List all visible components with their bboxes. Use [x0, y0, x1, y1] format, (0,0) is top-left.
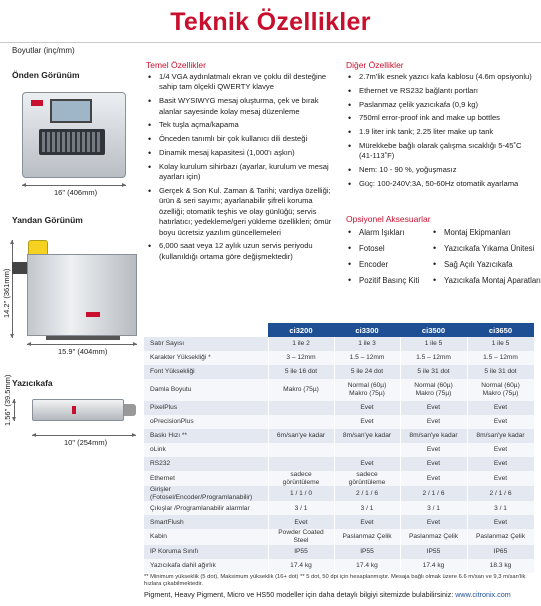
accessory-item: • Yazıcıkafa Yıkama Ünitesi [431, 244, 534, 253]
table-row [144, 501, 534, 515]
table-cell: 3 / 1 [467, 501, 534, 515]
table-header-cell: ci3500 [400, 323, 467, 337]
table-header-cell: ci3300 [334, 323, 400, 337]
table-row [144, 337, 534, 351]
table-cell [268, 401, 334, 415]
list-item: • Mürekkebe bağlı olarak çalışma sıcaklığı 5-45˚C (41-113˚F) [346, 141, 536, 162]
table-cell: Evet [268, 515, 334, 529]
table-row [144, 515, 534, 529]
list-item: • Önceden tanımlı bir çok kullanıcı dili desteği [146, 134, 336, 144]
front-view-label: Önden Görünüm [12, 70, 80, 80]
list-item: • 2.7m'lik esnek yazıcı kafa kablosu (4.6m opsiyonlu) [346, 72, 536, 82]
printhead-mount [12, 262, 28, 274]
table-row-label: Çıkışlar /Programlanabilir alarmlar [144, 501, 268, 515]
table-cell: 18.3 kg [467, 559, 534, 573]
brand-logo-mark [86, 312, 100, 317]
list-item: • Nem: 10 - 90 %, yoğuşmasız [346, 165, 536, 175]
website-link[interactable]: www.citronix.com [455, 590, 511, 599]
table-cell: 3 / 1 [400, 501, 467, 515]
table-cell: Evet [400, 401, 467, 415]
side-depth-text: 15.9" (404mm) [58, 347, 108, 356]
table-cell: 17.4 kg [400, 559, 467, 573]
table-cell: 5 ile 31 dot [467, 365, 534, 379]
table-cell: Paslanmaz Çelik [334, 529, 400, 544]
table-row-label: Font Yüksekliği [144, 365, 268, 379]
printer-keyboard [39, 129, 105, 155]
table-row-label: oLink [144, 443, 268, 457]
table-cell: Evet [334, 457, 400, 471]
table-cell: sadece görüntüleme [268, 471, 334, 486]
table-row-label: Yazıcıkafa dahil ağırlık [144, 559, 268, 573]
table-row-label: Kabin [144, 529, 268, 544]
table-row-label: IP Koruma Sınıfı [144, 545, 268, 559]
list-item: • Gerçek & Son Kul. Zaman & Tarihi; vardiya özelliği; ürün & seri sayımı; ayarlanabilir şifreli koruma özelliği; otomatik teşhis ve olay günlüğü; servis hatırlatıcı; yedekleme/geri yükleme özellikleri; ömür boyu ücretsiz yazılım güncellemeleri [146, 186, 336, 238]
table-cell: Evet [467, 443, 534, 457]
table-cell: 17.4 kg [334, 559, 400, 573]
table-cell: Evet [467, 471, 534, 486]
accessories-heading: Opsiyonel Aksesuarlar [346, 214, 431, 224]
table-row [144, 471, 534, 486]
table-row [144, 365, 534, 379]
page-footer [144, 590, 536, 599]
table-header-cell: ci3650 [467, 323, 534, 337]
list-item: • Ethernet ve RS232 bağlantı portları [346, 86, 536, 96]
table-row [144, 545, 534, 559]
table-cell: Paslanmaz Çelik [400, 529, 467, 544]
table-cell: IP55 [268, 545, 334, 559]
table-cell: 2 / 1 / 6 [334, 486, 400, 501]
table-row-label: PixelPlus [144, 401, 268, 415]
table-cell: Evet [467, 415, 534, 429]
list-item: • Basit WYSIWYG mesaj oluşturma, çek ve bırak alanlar sayesinde kolay mesaj düzenleme [146, 96, 336, 117]
table-cell: Evet [400, 443, 467, 457]
table-cell: 8m/san'ye kadar [334, 429, 400, 443]
table-cell: 3 / 1 [268, 501, 334, 515]
table-header-cell: ci3200 [268, 323, 334, 337]
table-cell: 2 / 1 / 6 [400, 486, 467, 501]
head-height-text: 1.56" (39.5mm) [3, 374, 12, 426]
table-cell: Evet [334, 415, 400, 429]
table-row-label: RS232 [144, 457, 268, 471]
accessory-item: • Pozitif Basınç Kiti [346, 276, 419, 285]
list-item: • 1/4 VGA aydınlatmalı ekran ve çoklu dil desteğine sahip tam ölçekli QWERTY klavye [146, 72, 336, 93]
table-row-label: Ethernet [144, 471, 268, 486]
table-cell: 2 / 1 / 6 [467, 486, 534, 501]
table-cell: IP65 [467, 545, 534, 559]
table-cell: Evet [467, 457, 534, 471]
list-item: • 6,000 saat veya 12 aylık uzun servis periyodu (kullanıldığı ortama göre değişmektedir) [146, 241, 336, 262]
table-row-label: Girişler (Fotosel/Encoder/Programlanabilir) [144, 486, 268, 501]
basic-features-list [146, 72, 336, 266]
printer-screen [50, 99, 92, 123]
table-cell: Evet [400, 457, 467, 471]
footer-text: Pigment, Heavy Pigment, Micro ve HS50 modeller için daha detaylı bilgiyi sitemizde bulabilirsiniz: [144, 590, 454, 599]
printer-base [46, 336, 120, 340]
table-cell: 8m/san'ye kadar [467, 429, 534, 443]
table-cell: 1 ile 5 [400, 337, 467, 351]
accessory-item: • Yazıcıkafa Montaj Aparatları [431, 276, 541, 285]
table-cell: IP55 [400, 545, 467, 559]
accessory-item: • Sağ Açılı Yazıcıkafa [431, 260, 513, 269]
table-row [144, 415, 534, 429]
table-cell: IP55 [334, 545, 400, 559]
table-cell: 1 / 1 / 0 [268, 486, 334, 501]
table-cell: 1 ile 2 [268, 337, 334, 351]
table-cell: 5 ile 31 dot [400, 365, 467, 379]
table-cell: Evet [467, 401, 534, 415]
table-cell: 17.4 kg [268, 559, 334, 573]
side-depth-dimension [27, 344, 137, 345]
table-cell: 8m/san'ye kadar [400, 429, 467, 443]
table-cell: Makro (75µ) [268, 379, 334, 401]
table-cell: 1.5 – 12mm [467, 351, 534, 365]
printer-side-image [27, 254, 137, 336]
table-cell: 1 ile 3 [334, 337, 400, 351]
table-cell: Evet [400, 471, 467, 486]
table-cell: Normal (60µ) Makro (75µ) [400, 379, 467, 401]
table-cell: Evet [400, 515, 467, 529]
table-row-label: Karakter Yüksekliği * [144, 351, 268, 365]
table-cell: 1.5 – 12mm [400, 351, 467, 365]
table-cell: Evet [334, 515, 400, 529]
list-item: • Güç: 100-240V:3A, 50-60Hz otomatik ayarlama [346, 179, 536, 189]
table-cell: 1.5 – 12mm [334, 351, 400, 365]
printhead-view-label: Yazıcıkafa [12, 378, 53, 388]
side-view-label: Yandan Görünüm [12, 215, 83, 225]
list-item: • 750ml error-proof ink and make up bottles [346, 113, 536, 123]
list-item: • Kolay kurulum sihirbazı (ayarlar, kurulum ve mesaj ayarları için) [146, 162, 336, 183]
table-row [144, 351, 534, 365]
table-cell: Evet [334, 401, 400, 415]
accessory-item: • Fotosel [346, 244, 385, 253]
table-row [144, 529, 534, 544]
table-cell: 3 – 12mm [268, 351, 334, 365]
spec-table [144, 323, 535, 573]
other-features-heading: Diğer Özellikler [346, 60, 404, 70]
table-row [144, 486, 534, 501]
list-item: • Paslanmaz çelik yazıcıkafa (0,9 kg) [346, 100, 536, 110]
table-body [144, 337, 534, 573]
table-cell [268, 443, 334, 457]
side-height-text: 14.2" (361mm) [2, 268, 11, 318]
front-width-dimension [22, 185, 126, 186]
table-cell: Normal (60µ) Makro (75µ) [334, 379, 400, 401]
table-cell [268, 457, 334, 471]
table-row [144, 379, 534, 401]
brand-logo-mark [31, 100, 43, 106]
table-row [144, 559, 534, 573]
front-width-text: 16" (406mm) [54, 188, 98, 197]
head-height-dimension [14, 399, 15, 421]
printer-front-image [22, 92, 126, 178]
basic-features-heading: Temel Özellikler [146, 60, 206, 70]
table-row [144, 401, 534, 415]
printhead-image [32, 399, 124, 421]
table-cell: Paslanmaz Çelik [467, 529, 534, 544]
table-row [144, 457, 534, 471]
table-row-label: Damla Boyutu [144, 379, 268, 401]
table-cell: sadece görüntüleme [334, 471, 400, 486]
table-row-label: Baskı Hızı ** [144, 429, 268, 443]
dimensions-label: Boyutlar (inç/mm) [12, 46, 75, 55]
table-cell [268, 415, 334, 429]
accessory-item: • Alarm Işıkları [346, 228, 405, 237]
table-cell: Powder Coated Steel [268, 529, 334, 544]
page-title: Teknik Özellikler [170, 8, 371, 36]
title-divider [0, 42, 541, 43]
table-header-blank [144, 323, 268, 337]
table-cell: 5 ile 24 dot [334, 365, 400, 379]
accessory-item: • Encoder [346, 260, 388, 269]
list-item: • 1.9 liter ink tank; 2.25 liter make up tank [346, 127, 536, 137]
table-cell: 3 / 1 [334, 501, 400, 515]
accessory-item: • Montaj Ekipmanları [431, 228, 511, 237]
table-cell: Evet [400, 415, 467, 429]
other-features-list [346, 72, 536, 193]
side-height-dimension [12, 240, 13, 338]
table-row-label: oPrecisionPlus [144, 415, 268, 429]
table-cell: 6m/san'ye kadar [268, 429, 334, 443]
table-cell [334, 443, 400, 457]
list-item: • Tek tuşla açma/kapama [146, 120, 336, 130]
table-row [144, 443, 534, 457]
table-row [144, 429, 534, 443]
head-length-text: 10" (254mm) [64, 438, 108, 447]
table-cell: Evet [467, 515, 534, 529]
table-footnote: ** Minimum yükseklik (5 dot), Maksimum yükseklik (16+ dot) ** 5 dot, 50 dpi için hesaplanmıştır. Mesaja bağlı olmak üzere 6.6 m/san ve 9,3 m/san'lik hızlara çıkabilmektedir. [144, 574, 526, 587]
printhead-marker [72, 406, 76, 414]
table-cell: Normal (60µ) Makro (75µ) [467, 379, 534, 401]
table-cell: 5 ile 16 dot [268, 365, 334, 379]
table-row-label: SmartFlush [144, 515, 268, 529]
table-row-label: Satır Sayısı [144, 337, 268, 351]
list-item: • Dinamik mesaj kapasitesi (1,000'ı aşkın) [146, 148, 336, 158]
table-header-row [144, 323, 534, 337]
printhead-nozzle [124, 404, 136, 416]
table-cell: 1 ile 5 [467, 337, 534, 351]
head-length-dimension [32, 435, 136, 436]
